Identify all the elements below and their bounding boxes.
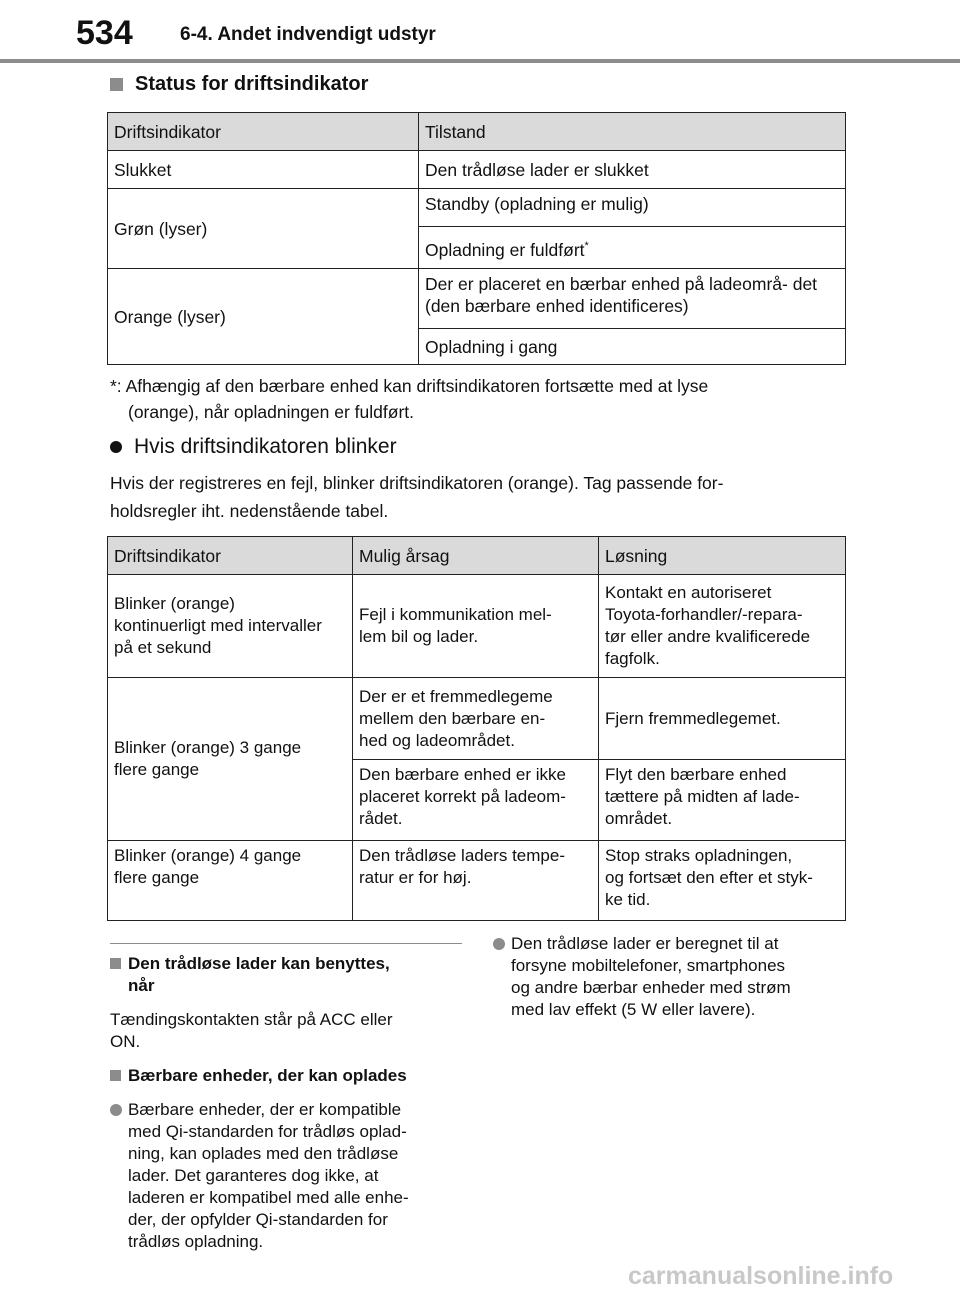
section-title-blinking: Hvis driftsindikatoren blinker (110, 435, 397, 459)
paragraph: Hvis der registreres en fejl, blinker driftsindikatoren (orange). Tag passende for- holdsregler iht. nedenstående tabel. (110, 473, 724, 521)
bullet-icon (493, 938, 505, 950)
cause-cell: Den trådløse laders tempe- ratur er for høj. (353, 841, 599, 921)
watermark: carmanualsonline.info (628, 1262, 894, 1290)
table-row (108, 678, 846, 760)
table-row (108, 189, 846, 227)
note-bullet: Den trådløse lader er beregnet til at forsyne mobiltelefoner, smartphones og andre bærbar enheder med strøm med lav effekt (5 W eller lavere). (493, 933, 853, 1021)
cause-cell: Den bærbare enhed er ikke placeret korrekt på ladeom- rådet. (353, 760, 599, 841)
indicator-cell: Blinker (orange) kontinuerligt med intervaller på et sekund (108, 575, 353, 678)
header-cell: Driftsindikator (108, 113, 419, 151)
cause-cell: Der er et fremmedlegeme mellem den bærbare en- hed og ladeområdet. (353, 678, 599, 760)
table-header-row (108, 113, 846, 151)
state-cell: Der er placeret en bærbar enhed på ladeområ- det (den bærbare enhed identificeres) (419, 269, 846, 329)
notes-left-column (110, 953, 470, 1253)
note-heading: Bærbare enheder, der kan oplades (110, 1065, 470, 1087)
blink-table (107, 536, 846, 921)
indicator-cell: Grøn (lyser) (108, 189, 419, 269)
note-bullet: Bærbare enheder, der er kompatible med Qi-standarden for trådløs oplad- ning, kan oplades med den trådløse lader. Det garanteres dog ikke, at laderen er kompatibel med alle enhe- der, der opfylder Qi-standarden for trådløs opladning. (110, 1099, 470, 1253)
notes-divider (110, 943, 462, 944)
header-cell: Løsning (599, 537, 846, 575)
state-cell: Opladning i gang (419, 329, 846, 365)
indicator-cell: Blinker (orange) 3 gange flere gange (108, 678, 353, 841)
footnote-marker: *: (110, 376, 122, 396)
square-bullet-icon (110, 78, 123, 91)
square-bullet-icon (110, 958, 121, 969)
header-cell: Driftsindikator (108, 537, 353, 575)
solution-cell: Kontakt en autoriseret Toyota-forhandler/-repara- tør eller andre kvalificerede fagfolk. (599, 575, 846, 678)
note-heading: Den trådløse lader kan benyttes, når (110, 953, 470, 997)
header-cell: Tilstand (419, 113, 846, 151)
chapter-title: 6-4. Andet indvendigt udstyr (180, 24, 436, 45)
indicator-cell: Orange (lyser) (108, 269, 419, 365)
page-number: 534 (76, 14, 133, 52)
header-divider (0, 59, 960, 63)
bullet-icon (110, 441, 122, 453)
section-title-status: Status for driftsindikator (110, 73, 368, 96)
status-table (107, 112, 846, 365)
table-row (108, 269, 846, 329)
table-row (108, 151, 846, 189)
table-header-row (108, 537, 846, 575)
indicator-cell: Slukket (108, 151, 419, 189)
footnote-mark: * (584, 239, 589, 252)
square-bullet-icon (110, 1070, 121, 1081)
header-cell: Mulig årsag (353, 537, 599, 575)
table-row (108, 841, 846, 921)
solution-cell: Fjern fremmedlegemet. (599, 678, 846, 760)
solution-cell: Flyt den bærbare enhed tættere på midten af lade- området. (599, 760, 846, 841)
footnote: *: Afhængig af den bærbare enhed kan driftsindikatoren fortsætte med at lyse (orange), når opladningen er fuldført. (110, 376, 709, 422)
state-cell: Standby (opladning er mulig) (419, 189, 846, 227)
state-cell: Opladning er fuldført* (419, 227, 846, 269)
solution-cell: Stop straks opladningen, og fortsæt den efter et styk- ke tid. (599, 841, 846, 921)
notes-right-column (493, 933, 853, 1021)
bullet-icon (110, 1104, 122, 1116)
note-paragraph: Tændingskontakten står på ACC eller ON. (110, 1010, 393, 1051)
indicator-cell: Blinker (orange) 4 gange flere gange (108, 841, 353, 921)
cause-cell: Fejl i kommunikation mel- lem bil og lader. (353, 575, 599, 678)
state-cell: Den trådløse lader er slukket (419, 151, 846, 189)
table-row (108, 575, 846, 678)
